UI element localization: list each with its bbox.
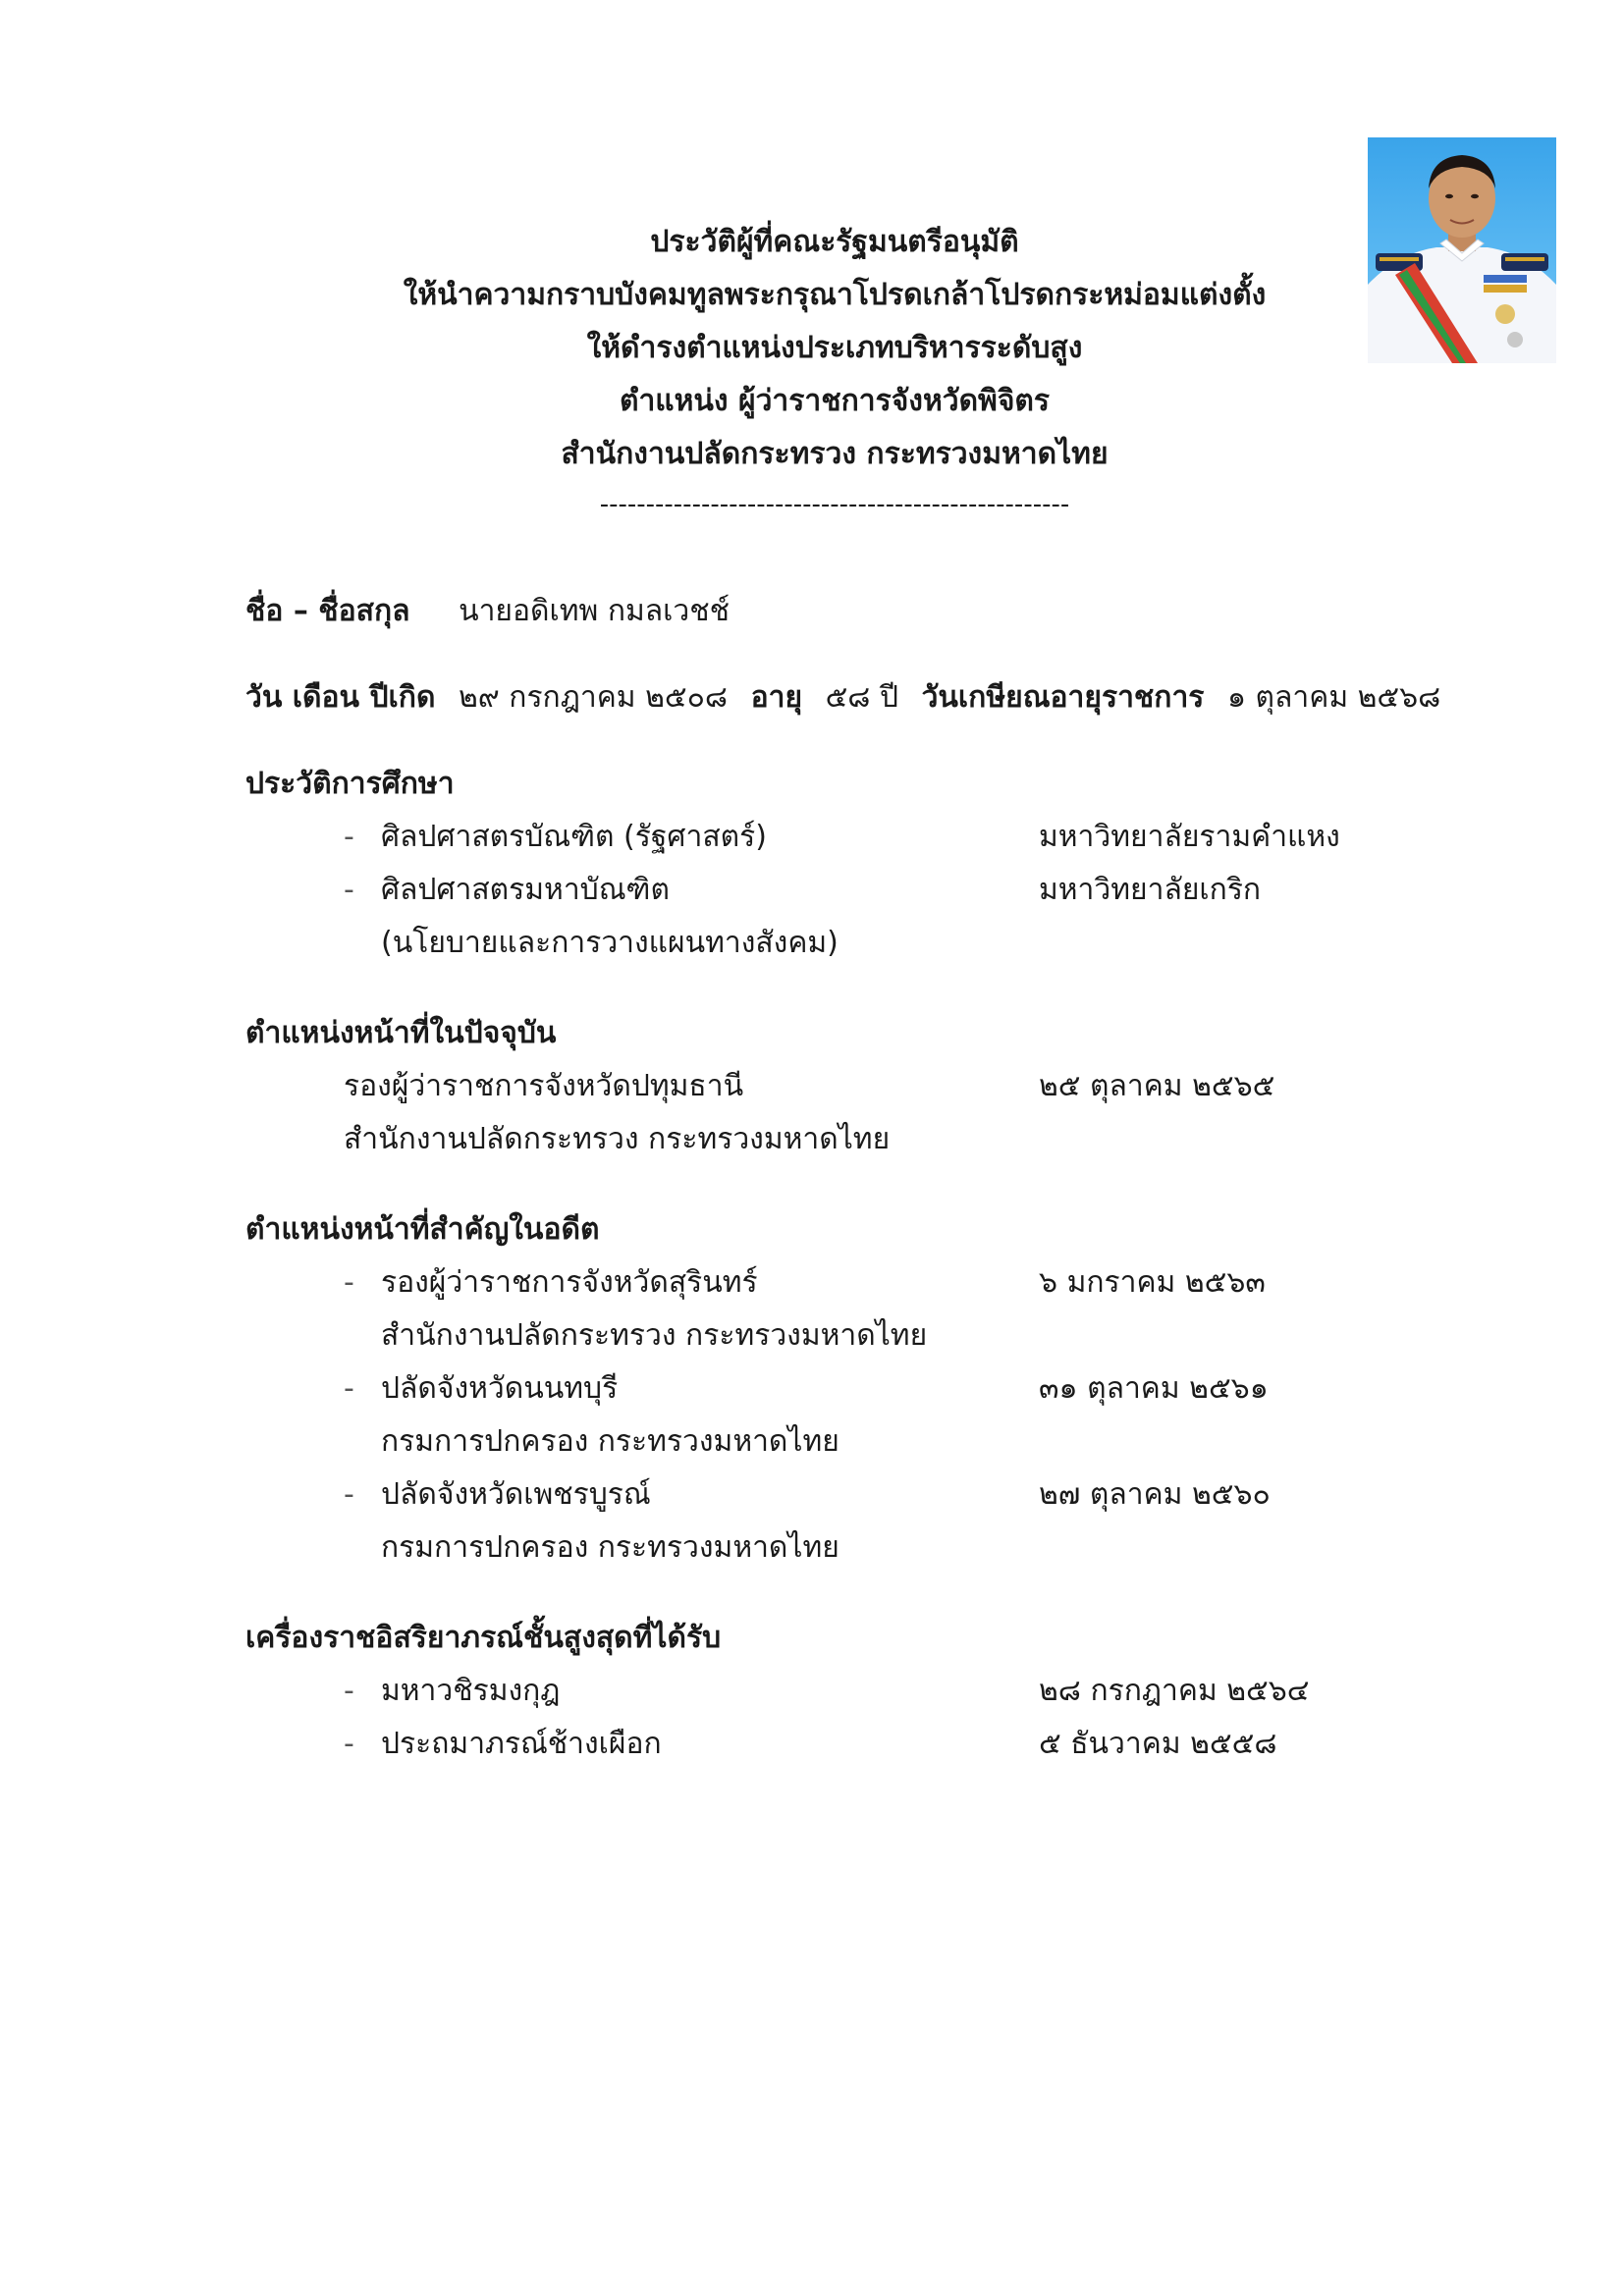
bullet-dash: - — [344, 1477, 354, 1512]
decoration-date: ๒๘ กรกฎาคม ๒๕๖๔ — [1039, 1674, 1310, 1708]
past-position-date: ๒๗ ตุลาคม ๒๕๖๐ — [1039, 1477, 1271, 1512]
header-line-3: ให้ดำรงตำแหน่งประเภทบริหารระดับสูง — [586, 331, 1083, 365]
education-degree: ศิลปศาสตรมหาบัณฑิต — [381, 873, 670, 907]
decoration-item — [245, 1665, 1522, 1718]
portrait-photo — [1368, 137, 1556, 363]
retire-label: วันเกษียณอายุราชการ — [921, 680, 1205, 715]
bullet-dash: - — [344, 1727, 354, 1761]
birth-value: ๒๙ กรกฎาคม ๒๕๐๘ — [459, 680, 729, 715]
header-line-5: สำนักงานปลัดกระทรวง กระทรวงมหาดไทย — [561, 437, 1109, 471]
past-position-agency: สำนักงานปลัดกระทรวง กระทรวงมหาดไทย — [381, 1318, 928, 1353]
current-position-agency: สำนักงานปลัดกระทรวง กระทรวงมหาดไทย — [344, 1122, 891, 1156]
birth-label: วัน เดือน ปีเกิด — [245, 680, 436, 715]
decoration-name: มหาวชิรมงกุฎ — [381, 1674, 561, 1708]
header-line-2: ให้นำความกราบบังคมทูลพระกรุณาโปรดเกล้าโปรดกระหม่อมแต่งตั้ง — [403, 278, 1267, 312]
education-institution: มหาวิทยาลัยรามคำแหง — [1039, 820, 1340, 854]
decoration-item — [245, 1718, 1522, 1771]
past-position-agency: กรมการปกครอง กระทรวงมหาดไทย — [381, 1530, 839, 1565]
name-label: ชื่อ – ชื่อสกุล — [245, 594, 410, 628]
bullet-dash: - — [344, 873, 354, 907]
header-line-4: ตำแหน่ง ผู้ว่าราชการจังหวัดพิจิตร — [619, 384, 1051, 418]
current-position-agency-row — [245, 1113, 1522, 1166]
name-value: นายอดิเทพ กมลเวชช์ — [459, 594, 730, 628]
education-degree-sub: (นโยบายและการวางแผนทางสังคม) — [381, 926, 839, 960]
past-position-date: ๖ มกราคม ๒๕๖๓ — [1039, 1265, 1266, 1300]
past-position-name: รองผู้ว่าราชการจังหวัดสุรินทร์ — [381, 1265, 758, 1300]
age-value: ๕๘ ปี — [825, 680, 899, 715]
bullet-dash: - — [344, 1674, 354, 1708]
current-position-date: ๒๕ ตุลาคม ๒๕๖๕ — [1039, 1069, 1275, 1103]
retire-value: ๑ ตุลาคม ๒๕๖๘ — [1226, 680, 1441, 715]
document-header — [295, 216, 1375, 526]
education-title: ประวัติการศึกษา — [245, 767, 455, 801]
decoration-name: ประถมาภรณ์ช้างเผือก — [381, 1727, 662, 1761]
past-position-name: ปลัดจังหวัดนนทบุรี — [381, 1371, 619, 1406]
education-institution: มหาวิทยาลัยเกริก — [1039, 873, 1262, 907]
decoration-date: ๕ ธันวาคม ๒๕๕๘ — [1039, 1727, 1277, 1761]
past-position-name: ปลัดจังหวัดเพชรบูรณ์ — [381, 1477, 651, 1512]
education-item — [245, 864, 1522, 917]
education-item — [245, 811, 1522, 864]
header-line-1: ประวัติผู้ที่คณะรัฐมนตรีอนุมัติ — [650, 225, 1019, 259]
past-position-item — [245, 1256, 1522, 1309]
header-divider: --------------------------------------------------- — [599, 490, 1070, 519]
past-position-agency: กรมการปกครอง กระทรวงมหาดไทย — [381, 1424, 839, 1459]
age-label: อายุ — [750, 680, 803, 715]
name-row — [245, 585, 1522, 638]
bullet-dash: - — [344, 820, 354, 854]
bullet-dash: - — [344, 1371, 354, 1406]
past-position-agency-row — [245, 1522, 1522, 1575]
past-position-agency-row — [245, 1309, 1522, 1362]
past-position-item — [245, 1468, 1522, 1522]
past-position-item — [245, 1362, 1522, 1415]
past-position-agency-row — [245, 1415, 1522, 1468]
current-position-item — [245, 1060, 1522, 1113]
document-body — [245, 585, 1522, 1771]
past-positions-title: ตำแหน่งหน้าที่สำคัญในอดีต — [245, 1212, 600, 1247]
education-degree: ศิลปศาสตรบัณฑิต (รัฐศาสตร์) — [381, 820, 767, 854]
birth-row — [245, 671, 1522, 724]
education-item-sub — [245, 917, 1522, 970]
current-position-name: รองผู้ว่าราชการจังหวัดปทุมธานี — [344, 1069, 744, 1103]
decorations-title: เครื่องราชอิสริยาภรณ์ชั้นสูงสุดที่ได้รับ — [245, 1621, 722, 1655]
bullet-dash: - — [344, 1265, 354, 1300]
past-position-date: ๓๑ ตุลาคม ๒๕๖๑ — [1039, 1371, 1269, 1406]
current-position-title: ตำแหน่งหน้าที่ในปัจจุบัน — [245, 1016, 557, 1050]
